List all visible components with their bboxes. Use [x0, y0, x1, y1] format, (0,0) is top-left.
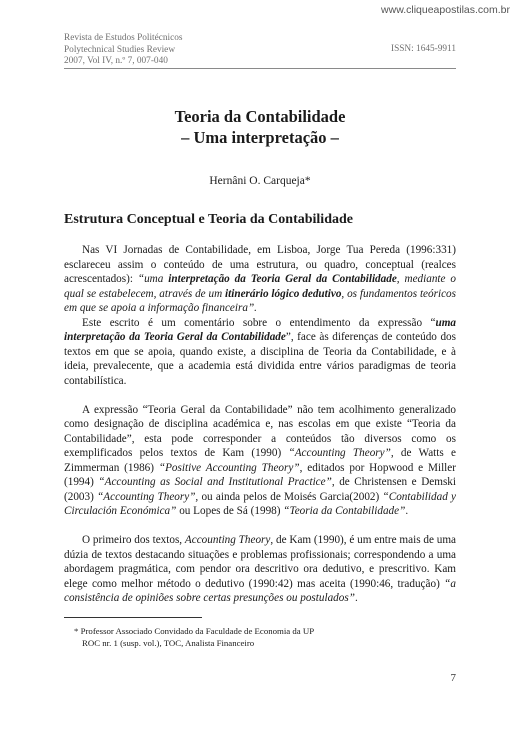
text-run: . — [405, 505, 409, 517]
text-run: ”, face às diferenças de conteúdo dos textos em que se apoia, quando existe, a disciplina de Teoria da Contabilidade, e à ideia, prevalecente, que a academia está dividida entre vários paradigmas de teoria contabilística. — [64, 331, 456, 387]
book-title: “Contabilidad y Circulación Económica” — [64, 490, 457, 517]
book-title: “Positive Accounting Theory” — [158, 461, 300, 474]
paragraph-2 — [64, 316, 456, 389]
footnote — [64, 625, 456, 649]
footnote-line-1: * Professor Associado Convidado da Faculdade de Economia da UP — [74, 626, 315, 636]
text-run: , editados por Hopwood e Miller (1994) — [64, 461, 456, 488]
journal-name-pt: Revista de Estudos Politécnicos — [64, 33, 183, 43]
book-title: “Accounting Theory”, — [288, 447, 394, 459]
article-title — [64, 106, 456, 148]
page-number: 7 — [450, 672, 456, 684]
article-author: Hernâni O. Carqueja* — [209, 175, 311, 187]
journal-issue: 2007, Vol IV, n.º 7, 007-040 — [64, 56, 168, 66]
journal-issn: ISSN: 1645-9911 — [391, 44, 456, 54]
journal-name-en: Polytechnical Studies Review — [64, 44, 176, 55]
quote-run: “a consistência de opiniões sobre certas presunções ou postulados” — [64, 577, 456, 604]
text-run: Este escrito é um comentário sobre o entendimento da expressão “ — [82, 316, 436, 329]
quote-run: , os fundamentos teóricos em que se apoia a informação financeira”. — [64, 287, 456, 314]
header-divider — [64, 68, 456, 69]
title-line-1: Teoria da Contabilidade — [174, 107, 346, 126]
book-title: Accounting Theory — [184, 534, 271, 546]
book-title: “Accounting as Social and Institutional Practice” — [98, 476, 332, 488]
quote-run: “uma — [137, 273, 169, 285]
article-body — [64, 243, 456, 606]
book-title: “Accounting Theory”, — [97, 490, 199, 503]
text-run: O primeiro dos textos, — [82, 534, 185, 546]
text-run: ou Lopes de Sá (1998) — [176, 505, 284, 517]
journal-info — [64, 33, 183, 68]
footnote-line-2: ROC nr. 1 (susp. vol.), TOC, Analista Financeiro — [82, 638, 255, 648]
text-run: Nas VI Jornadas de Contabilidade, em Lisboa, Jorge Tua Pereda (1996:331) esclareceu assim o conteúdo de uma estrutura, ou quadro, conceptual (realces acrescentados): — [64, 244, 456, 285]
title-line-2: – Uma interpretação – — [181, 128, 339, 147]
section-heading: Estrutura Conceptual e Teoria da Contabilidade — [64, 212, 353, 227]
text-run: , de Kam (1990), é um entre mais de uma dúzia de textos destacando situações e problemas profissionais; correspondendo a uma abordagem pragmática, com pendor ora descritivo ora dedutivo, e prescritivo. Kam elege como melhor método o dedutivo (1990:42) mas aceita (1990:46, tradução) — [64, 534, 456, 590]
emphasis-run: itinerário lógico dedutivo — [225, 287, 342, 300]
paragraph-1 — [64, 243, 456, 316]
text-run: , de Christensen e Demski (2003) — [64, 476, 457, 503]
book-title: “Teoria da Contabilidade” — [283, 505, 406, 517]
emphasis-run: uma interpretação da Teoria Geral da Contabilidade — [64, 316, 456, 343]
site-watermark: www.cliqueapostilas.com.br — [381, 4, 510, 16]
emphasis-run: interpretação da Teoria Geral da Contabilidade — [168, 273, 397, 285]
text-run: A expressão “Teoria Geral da Contabilidade” não tem acolhimento generalizado como designação de disciplina académica e, nas escolas em que existe “Teoria da Contabilidade”, esta pode corresponder a conteúdos tão diversos como os exemplificados pelos textos de Kam (1990) — [64, 403, 456, 459]
paragraph-3 — [64, 403, 456, 519]
paragraph-4 — [64, 533, 456, 606]
quote-run: , mediante o qual se estabelecem, através de um — [64, 273, 456, 300]
footnote-divider — [64, 617, 202, 618]
text-run: de Watts e Zimmerman (1986) — [64, 447, 456, 474]
text-run: ou ainda pelos de Moisés Garcia(2002) — [198, 490, 383, 503]
text-run: . — [354, 592, 358, 604]
